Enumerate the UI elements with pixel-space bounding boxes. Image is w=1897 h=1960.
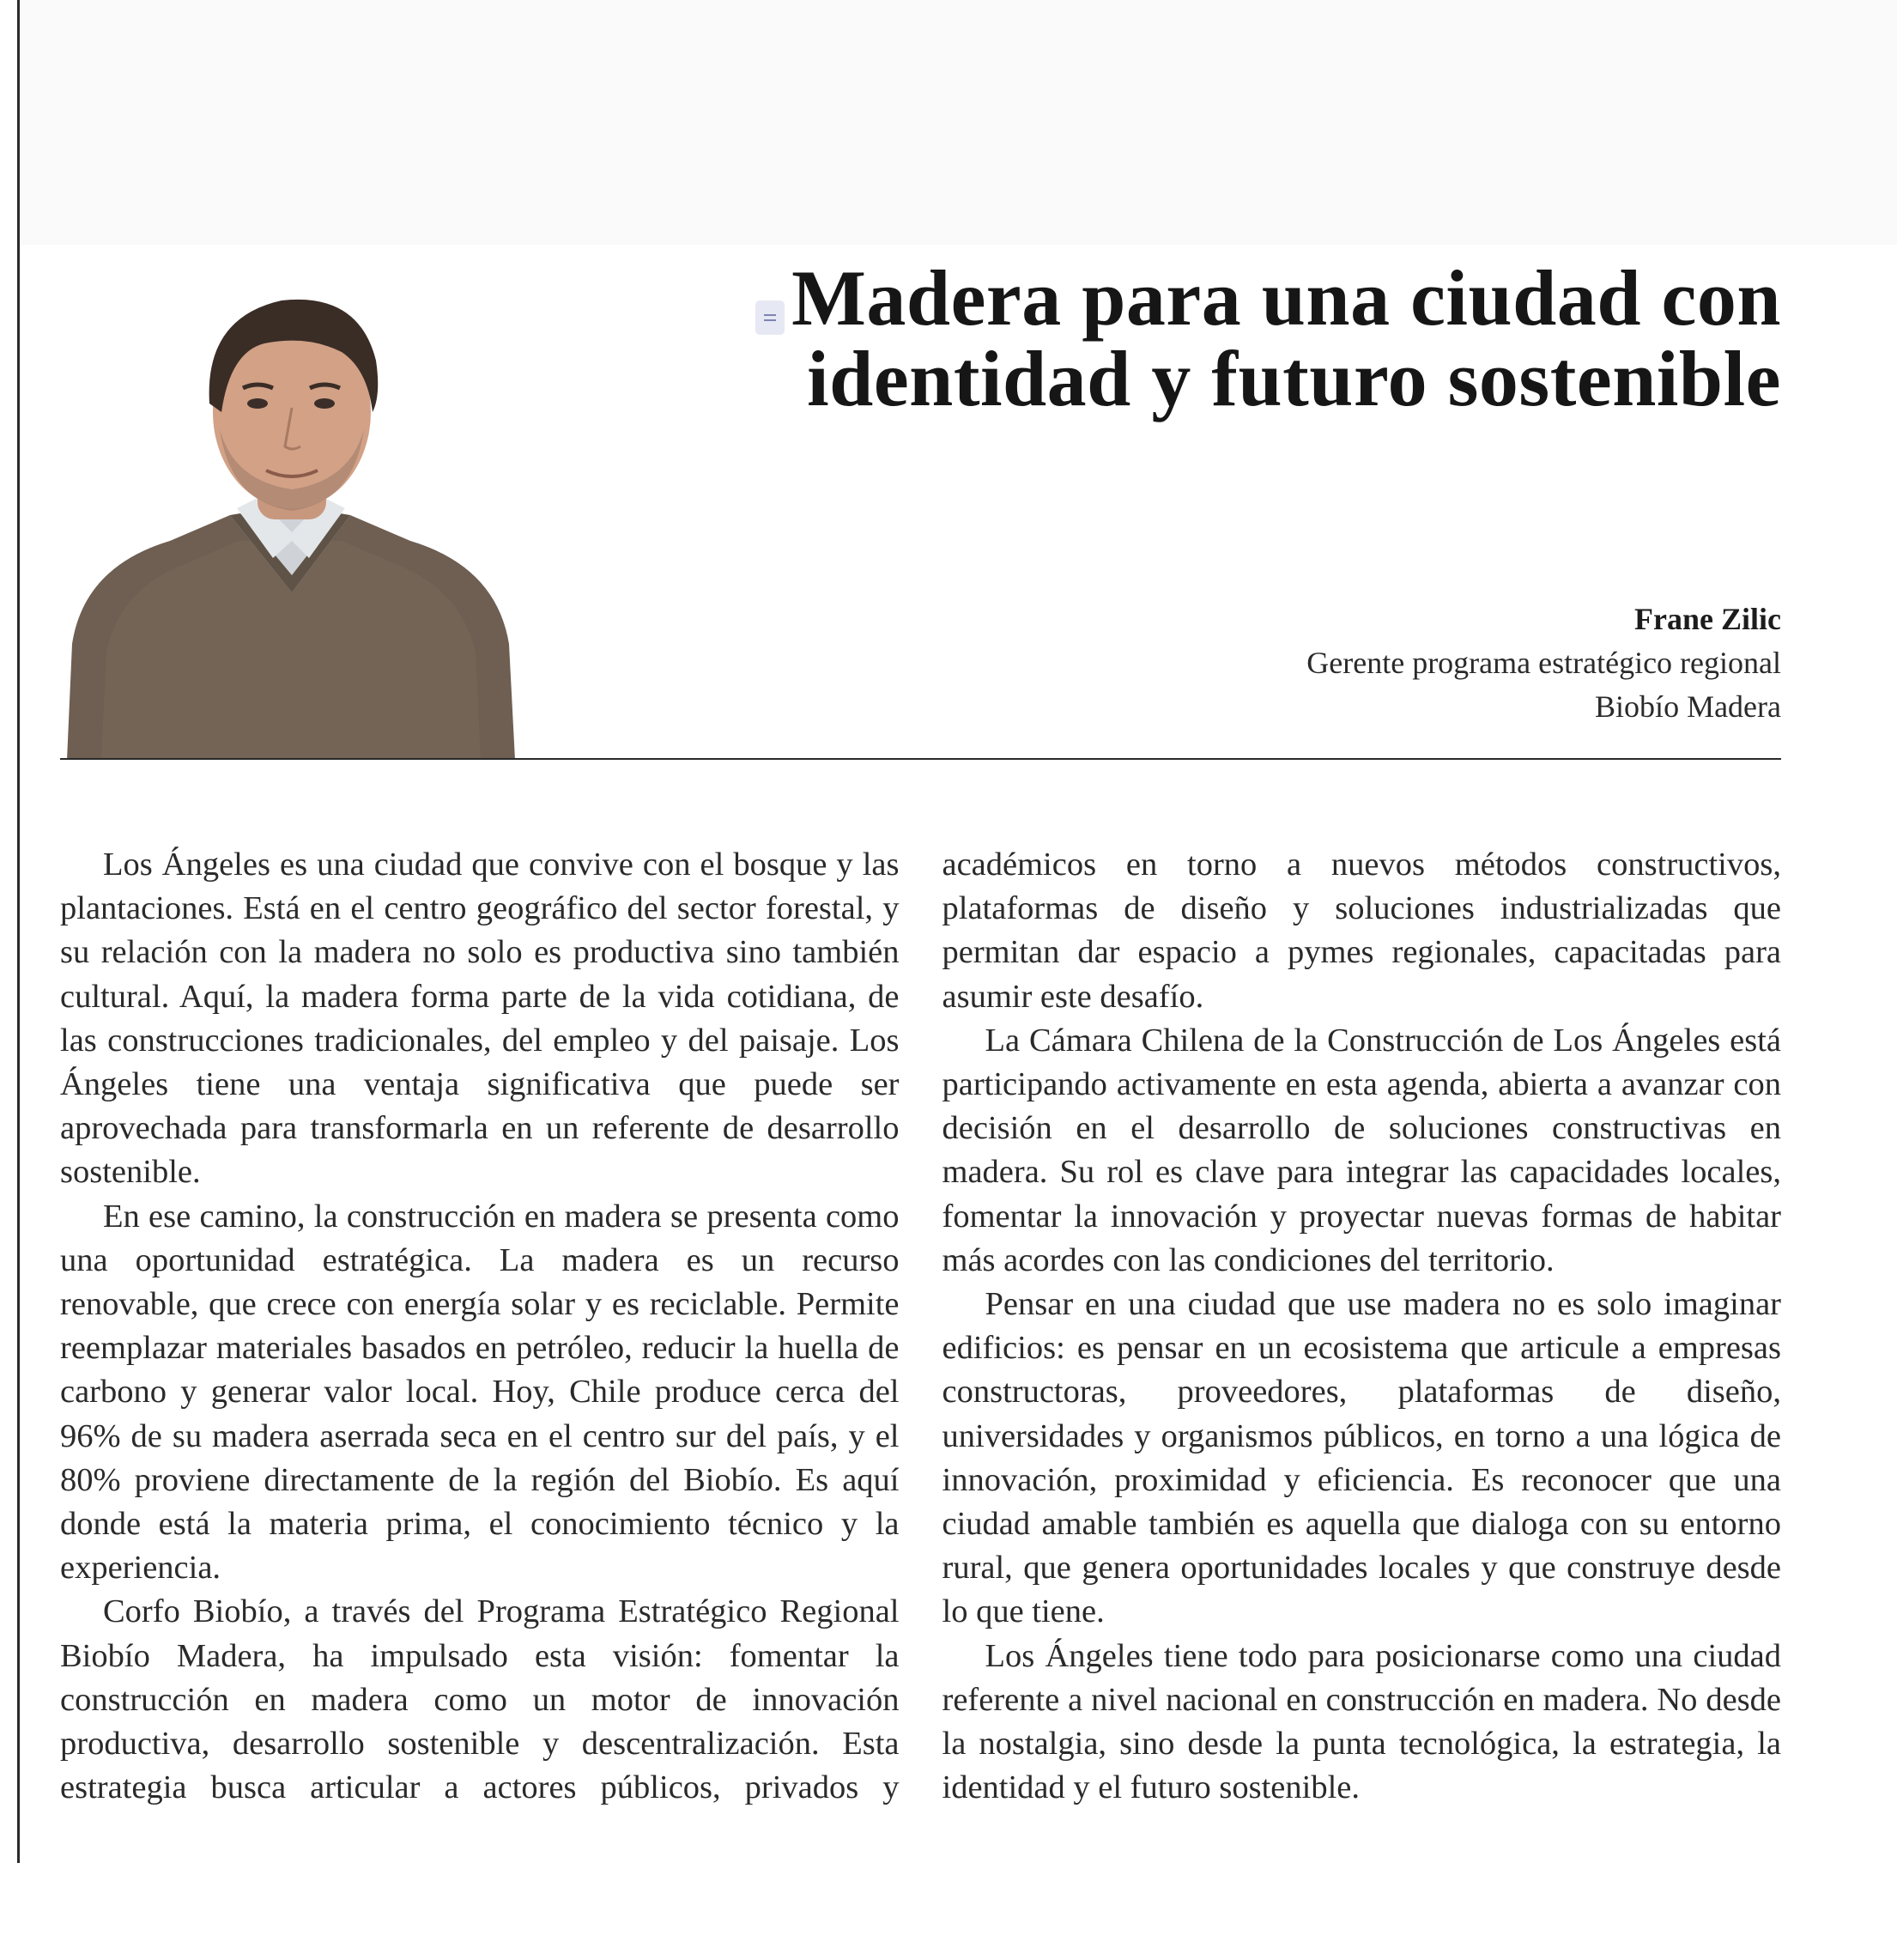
- body-paragraph: Los Ángeles tiene todo para posicionarse como una ciudad referente a nivel nacional en construcción en madera. No desde la nostalgia, sino desde la punta tecnológica, la estrategia, la identidad y el futuro sostenible.: [942, 1637, 1781, 1806]
- author-name: Frane Zilic: [1634, 602, 1781, 636]
- page-top-margin: [20, 0, 1897, 245]
- byline: [1180, 598, 1781, 729]
- body-paragraph: Los Ángeles es una ciudad que convive con el bosque y las plantaciones. Está en el centro geográfico del sector forestal, y su relación con la madera no solo es productiva sino también cultural. Aquí, la madera forma parte de la vida cotidiana, de las construcciones tradicionales, del empleo y del paisaje. Los Ángeles tiene una ventaja significativa que puede ser aprovechada para transformarla en un referente de desarrollo sostenible.: [60, 847, 900, 1191]
- article-title: [768, 254, 1781, 422]
- author-portrait: [67, 283, 515, 760]
- article-body: [60, 843, 1781, 1852]
- article-title-line-1: Madera para una ciudad con: [791, 254, 1781, 342]
- body-paragraph: Pensar en una ciudad que use madera no es solo imaginar edificios: es pensar en un ecosistema que articule a empresas constructoras, proveedores, plataformas de diseño, universidades y organismos públicos, en torno a una lógica de innovación, proximidad y eficiencia. Es reconocer que una ciudad amable también es aquella que dialoga con su entorno rural, que genera oportunidades locales y que construye desde lo que tiene.: [942, 1286, 1781, 1630]
- author-role: Gerente programa estratégico regional: [1306, 646, 1781, 680]
- header-divider: [60, 758, 1781, 760]
- body-paragraph: La Cámara Chilena de la Construcción de Los Ángeles está participando activamente en esta agenda, abierta a avanzar con decisión en el desarrollo de soluciones constructivas en madera. Su rol es clave para integrar las capacidades locales, fomentar la innovación y proyectar nuevas formas de habitar más acordes con las condiciones del territorio.: [942, 1022, 1781, 1278]
- body-paragraph: Corfo Biobío, a través del Programa Estratégico Regional Biobío Madera, ha impulsado esta visión: fomentar la construcción en madera como un motor de innovación productiva, desarrollo sostenible y descentralización. Esta estrategia busca articular a actores públicos, privados y académicos en torno a nuevos métodos constructivos, plataformas de diseño y soluciones industrializadas que permitan dar espacio a pymes regionales, capacitadas para asumir este desafío.: [60, 847, 1781, 1806]
- page-edge-rule: [17, 0, 20, 1863]
- author-organization: Biobío Madera: [1595, 689, 1781, 724]
- body-paragraph: En ese camino, la construcción en madera se presenta como una oportunidad estratégica. La madera es un recurso renovable, que crece con energía solar y es reciclable. Permite reemplazar materiales basados en petróleo, reducir la huella de carbono y generar valor local. Hoy, Chile produce cerca del 96% de su madera aserrada seca en el centro sur del país, y el 80% proviene directamente de la región del Biobío. Es aquí donde está la materia prima, el conocimiento técnico y la experiencia.: [60, 1198, 900, 1587]
- article-title-line-2: identidad y futuro sostenible: [807, 335, 1781, 422]
